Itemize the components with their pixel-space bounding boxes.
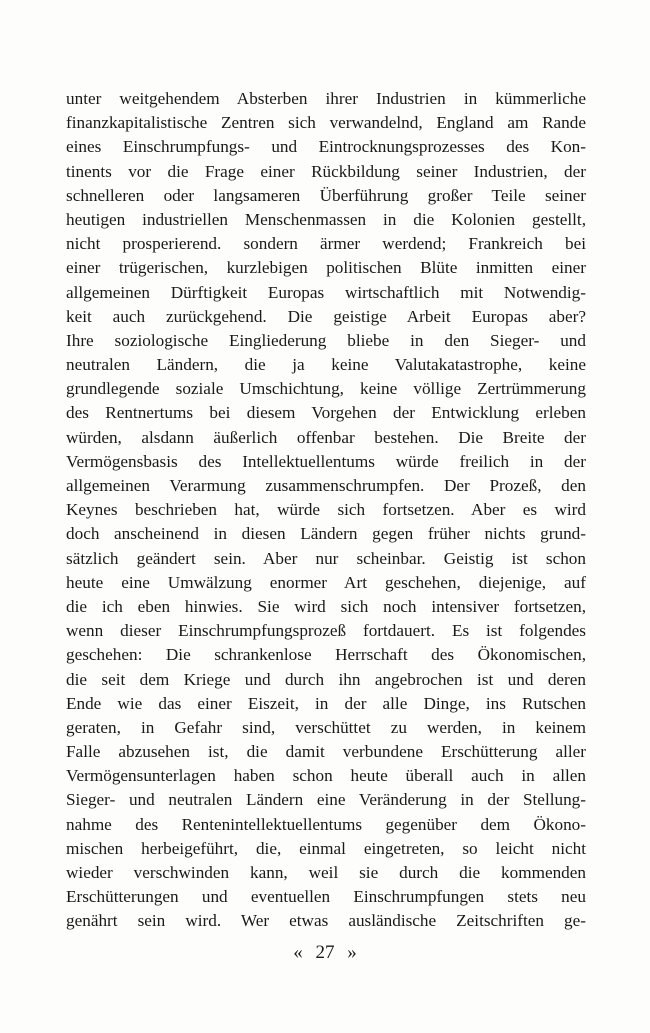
text-line: nicht prosperierend. sondern ärmer werdend; Frankreich bei	[66, 234, 586, 254]
text-line: würden, alsdann äußerlich offenbar bestehen. Die Breite der	[66, 427, 586, 447]
text-line: genährt sein wird. Wer etwas ausländische Zeitschriften ge-	[66, 911, 586, 931]
page-footer	[0, 942, 650, 964]
text-line: nahme des Rentenintellektuellentums gegenüber dem Ökono-	[66, 814, 586, 834]
page-number: 27	[315, 942, 335, 963]
text-line: geschehen: Die schrankenlose Herrschaft des Ökonomischen,	[66, 645, 586, 665]
text-line: die ich eben hinwies. Sie wird sich noch intensiver fortsetzen,	[66, 596, 586, 616]
text-line: mischen herbeigeführt, die, einmal eingetreten, so leicht nicht	[66, 838, 586, 858]
text-line: grundlegende soziale Umschichtung, keine völlige Zertrümmerung	[66, 379, 586, 399]
text-line: Falle abzusehen ist, die damit verbundene Erschütterung aller	[66, 742, 586, 762]
text-line: allgemeinen Dürftigkeit Europas wirtschaftlich mit Notwendig-	[66, 282, 586, 302]
text-line: Vermögensbasis des Intellektuellentums würde freilich in der	[66, 451, 586, 471]
text-line: tinents vor die Frage einer Rückbildung seiner Industrien, der	[66, 161, 586, 181]
text-line: Vermögensunterlagen haben schon heute überall auch in allen	[66, 766, 586, 786]
text-line: Keynes beschrieben hat, würde sich fortsetzen. Aber es wird	[66, 500, 586, 520]
text-line: schnelleren oder langsameren Überführung großer Teile seiner	[66, 185, 586, 205]
text-line: keit auch zurückgehend. Die geistige Arbeit Europas aber?	[66, 306, 586, 326]
text-line: Erschütterungen und eventuellen Einschrumpfungen stets neu	[66, 887, 586, 907]
body-text	[66, 87, 586, 934]
text-line: neutralen Ländern, die ja keine Valutakatastrophe, keine	[66, 355, 586, 375]
text-line: heutigen industriellen Menschenmassen in die Kolonien gestellt,	[66, 209, 586, 229]
text-line: sätzlich geändert sein. Aber nur scheinbar. Geistig ist schon	[66, 548, 586, 568]
text-line: wenn dieser Einschrumpfungsprozeß fortdauert. Es ist folgendes	[66, 621, 586, 641]
text-line: heute eine Umwälzung enormer Art geschehen, diejenige, auf	[66, 572, 586, 592]
guillemet-open: «	[293, 942, 303, 963]
text-line: doch anscheinend in diesen Ländern gegen früher nichts grund-	[66, 524, 586, 544]
text-line: des Rentnertums bei diesem Vorgehen der Entwicklung erleben	[66, 403, 586, 423]
text-line: die seit dem Kriege und durch ihn angebrochen ist und deren	[66, 669, 586, 689]
text-line: Ende wie das einer Eiszeit, in der alle Dinge, ins Rutschen	[66, 693, 586, 713]
text-line: einer trügerischen, kurzlebigen politischen Blüte inmitten einer	[66, 258, 586, 278]
text-line: Sieger- und neutralen Ländern eine Veränderung in der Stellung-	[66, 790, 586, 810]
text-line: unter weitgehendem Absterben ihrer Industrien in kümmerliche	[66, 89, 586, 108]
text-line: geraten, in Gefahr sind, verschüttet zu werden, in keinem	[66, 717, 586, 737]
text-line: allgemeinen Verarmung zusammenschrumpfen. Der Prozeß, den	[66, 476, 586, 495]
text-line: eines Einschrumpfungs- und Eintrocknungsprozesses des Kon-	[66, 137, 586, 157]
text-line: Ihre soziologische Eingliederung bliebe in den Sieger- und	[66, 330, 586, 350]
text-line: wieder verschwinden kann, weil sie durch die kommenden	[66, 863, 586, 882]
text-line: finanzkapitalistische Zentren sich verwandelnd, England am Rande	[66, 113, 586, 133]
guillemet-close: »	[347, 942, 357, 963]
